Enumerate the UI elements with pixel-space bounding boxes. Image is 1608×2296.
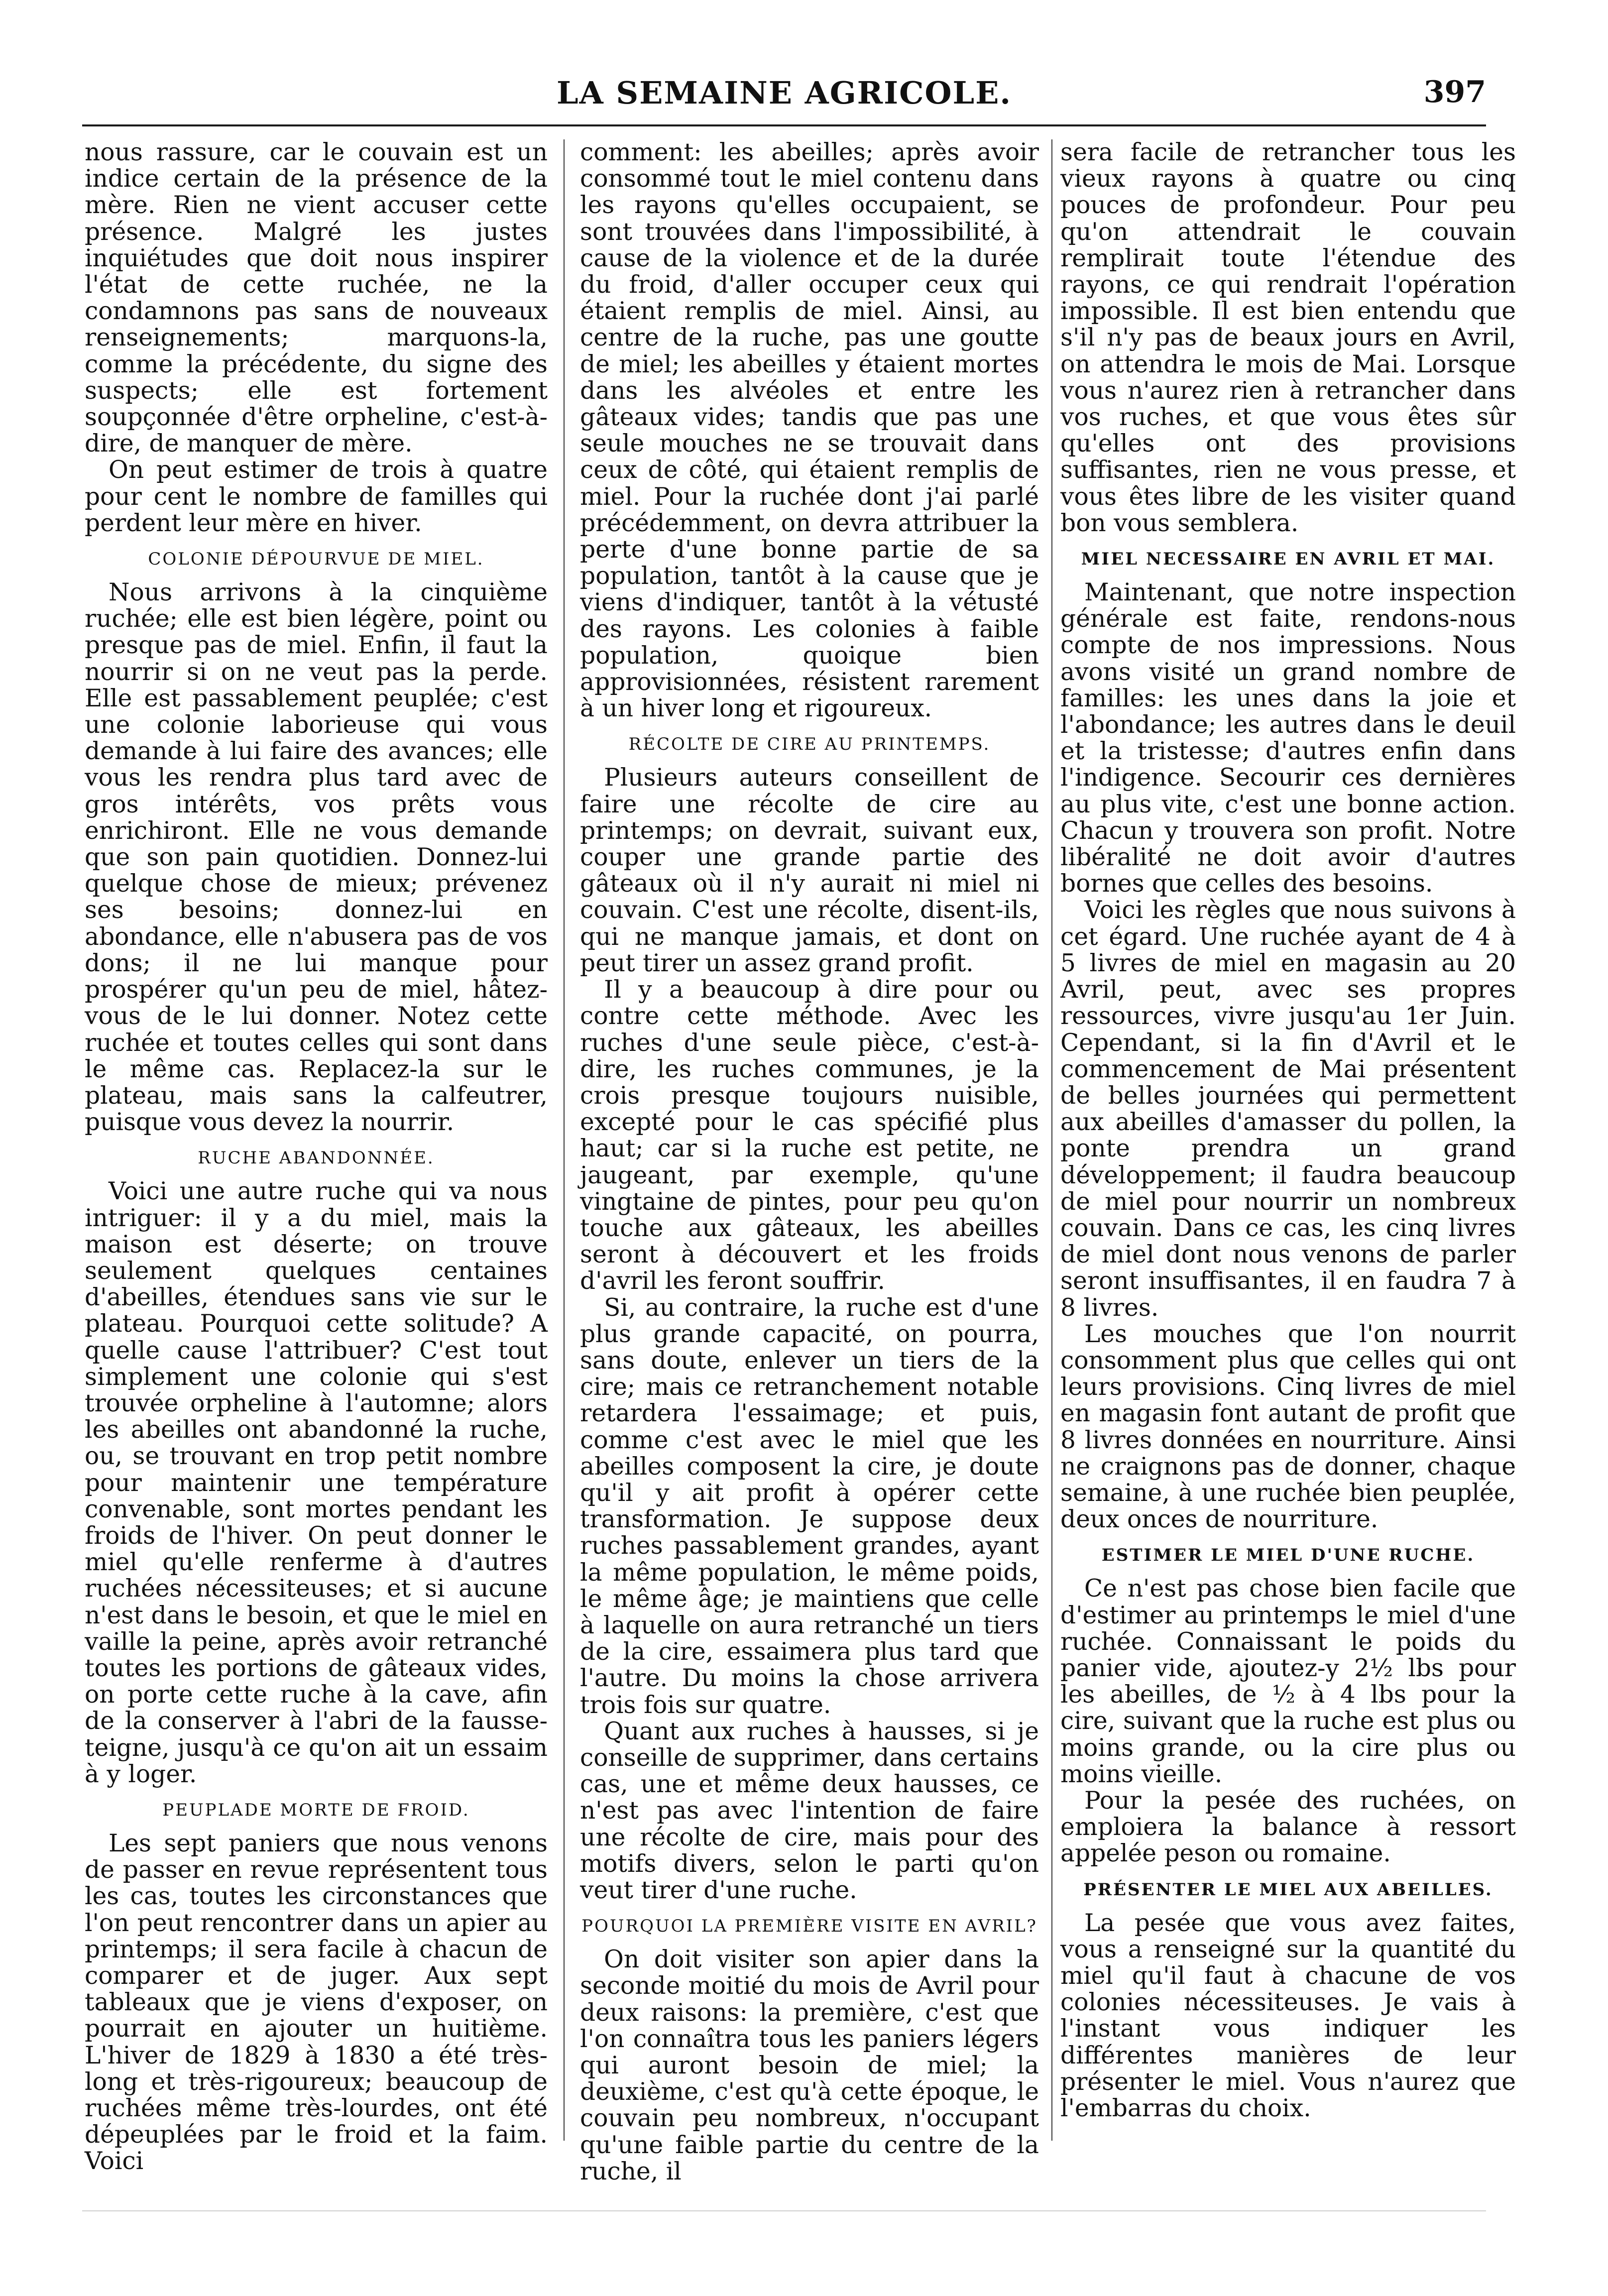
paragraph: Si, au contraire, la ruche est d'une plus grande capacité, on pourra, sans doute, enlever un tiers de la cire; mais ce retranchement notable retardera l'essaimage; et puis, comme c'est avec le miel que les abeilles composent la cire, je doute qu'il y ait profit à opérer cette transformation. Je suppose deux ruches passablement grandes, ayant la même population, le même poids, le même âge; je maintiens que celle à laquelle on aura retranché un tiers de la cire, essaimera plus tard que l'autre. Du moins la chose arrivera trois fois sur quatre. xyxy=(580,1293,1039,1719)
paragraph: comment: les abeilles; après avoir consommé tout le miel contenu dans les rayons qu'elles occupaient, se sont trouvées dans l'impossibilité, à cause de la violence et de la durée du froid, d'aller occuper ceux qui étaient remplis de miel. Ainsi, au centre de la ruche, pas une goutte de miel; les abeilles y étaient mortes dans les alvéoles et entre les gâteaux vides; tandis que pas une seule mouches ne se trouvait dans ceux de côté, qui étaient remplis de miel. Pour la ruchée dont j'ai parlé précédemment, on devra attribuer la perte d'une bonne partie de sa population, tantôt à la cause que je viens d'indiquer, tantôt à la vétusté des rayons. Les colonies à faible population, quoique bien approvisionnées, résistent rarement à un hiver long et rigoureux. xyxy=(580,138,1039,723)
column-1 xyxy=(85,138,548,2176)
running-title: LA SEMAINE AGRICOLE. xyxy=(557,75,1012,111)
paragraph: nous rassure, car le couvain est un indice certain de la présence de la mère. Rien ne vient accuser cette présence. Malgré les justes inquiétudes que doit nous inspirer l'état de cette ruchée, ne la condamnons pas sans de nouveaux renseignements; marquons-la, comme la précédente, du signe des suspects; elle est fortement soupçonnée d'être orpheline, c'est-à-dire, de manquer de mère. xyxy=(85,138,548,458)
paragraph: Maintenant, que notre inspection générale est faite, rendons-nous compte de nos impressions. Nous avons visité un grand nombre de familles: les unes dans la joie et l'abondance; les autres dans le deuil et la tristesse; d'autres enfin dans l'indigence. Secourir ces dernières au plus vite, c'est une bonne action. Chacun y trouvera son profit. Notre libéralité ne doit avoir d'autres bornes que celles des besoins. xyxy=(1060,578,1516,898)
paragraph: Plusieurs auteurs conseillent de faire une récolte de cire au printemps; on devrait, suivant eux, couper une grande partie des gâteaux où il n'y aurait ni miel ni couvain. C'est une récolte, disent-ils, qui ne manque jamais, et dont on peut tirer un assez grand profit. xyxy=(580,764,1039,977)
column-divider xyxy=(1051,139,1052,2141)
bottom-margin-rule xyxy=(82,2210,1486,2211)
paragraph: sera facile de retrancher tous les vieux rayons à quatre ou cinq pouces de profondeur. Pour peu qu'on attendrait le couvain remplirait toute l'étendue des rayons, ce qui rendrait l'opération impossible. Il est bien entendu que s'il n'y pas de beaux jours en Avril, on attendra le mois de Mai. Lorsque vous n'aurez rien à retrancher dans vos ruches, et que vous êtes sûr qu'elles ont des provisions suffisantes, rien ne vous presse, et vous êtes libre de les visiter quand bon vous semblera. xyxy=(1060,138,1516,537)
paragraph: Quant aux ruches à hausses, si je conseille de supprimer, dans certains cas, une et même deux hausses, ce n'est pas avec l'intention de faire une récolte de cire, mais pour des motifs divers, selon le parti qu'on veut tirer d'une ruche. xyxy=(580,1717,1039,1904)
section-heading: POURQUOI LA PREMIÈRE VISITE EN AVRIL? xyxy=(581,1916,1037,1937)
section-heading: COLONIE DÉPOURVUE DE MIEL. xyxy=(148,549,484,570)
paragraph: On doit visiter son apier dans la seconde moitié du mois de Avril pour deux raisons: la première, c'est que l'on connaîtra tous les paniers légers qui auront besoin de miel; la deuxième, c'est qu'à cette époque, le couvain peu nombreux, n'occupant qu'une faible partie du centre de la ruche, il xyxy=(580,1946,1039,2185)
column-divider xyxy=(564,139,565,2141)
column-2 xyxy=(580,138,1039,2185)
page-header xyxy=(82,70,1486,126)
column-3 xyxy=(1060,139,1516,2141)
paragraph: Nous arrivons à la cinquième ruchée; elle est bien légère, point ou presque pas de miel. Enfin, il faut la nourrir si on ne veut pas la perde. Elle est passablement peuplée; c'est une colonie laborieuse qui vous demande à lui faire des avances; elle vous les rendra plus tard avec de gros intérêts, vos prêts vous enrichiront. Elle ne vous demande que son pain quotidien. Donnez-lui quelque chose de mieux; prévenez ses besoins; donnez-lui en abondance, elle n'abusera pas de vos dons; il ne lui manque pour prospérer qu'un peu de miel, hâtez-vous de le lui donner. Notez cette ruchée et toutes celles qui sont dans le même cas. Replacez-la sur le plateau, mais sans la calfeutrer, puisque vous devez la nourrir. xyxy=(85,578,548,1137)
paragraph: Pour la pesée des ruchées, on emploiera la balance à ressort appelée peson ou romaine. xyxy=(1060,1786,1516,1868)
section-heading: PEUPLADE MORTE DE FROID. xyxy=(162,1800,470,1820)
paragraph: Les sept paniers que nous venons de passer en revue représentent tous les cas, toutes les circonstances que l'on peut rencontrer dans un apier au printemps; il sera facile à chacun de comparer et de juger. Aux sept tableaux que je viens d'exposer, on pourrait en ajouter un huitième. L'hiver de 1829 à 1830 a été très-long et très-rigoureux; beaucoup de ruchées même très-lourdes, ont été dépeuplées par le froid et la faim. Voici xyxy=(85,1829,548,2176)
paragraph: Voici une autre ruche qui va nous intriguer: il y a du miel, mais la maison est déserte; on trouve seulement quelques centaines d'abeilles, étendues sans vie sur le plateau. Pourquoi cette solitude? A quelle cause l'attribuer? C'est tout simplement une colonie qui s'est trouvée orpheline à l'automne; alors les abeilles ont abandonné la ruche, ou, se trouvant en trop petit nombre pour maintenir une température convenable, sont mortes pendant les froids de l'hiver. On peut donner le miel qu'elle renferme à d'autres ruchées nécessiteuses; et si aucune n'est dans le besoin, et que le miel en vaille la peine, après avoir retranché toutes les portions de gâteaux vides, on porte cette ruche à la cave, afin de la conserver à l'abri de la fausse-teigne, jusqu'à ce qu'on ait un essaim à y loger. xyxy=(85,1177,548,1788)
section-heading: RÉCOLTE DE CIRE AU PRINTEMPS. xyxy=(628,734,991,755)
paragraph: Il y a beaucoup à dire pour ou contre cette méthode. Avec les ruches d'une seule pièce, c'est-à-dire, les ruches communes, je la crois presque toujours nuisible, excepté pour le cas spécifié plus haut; car si la ruche est petite, ne jaugeant, par exemple, qu'une vingtaine de pintes, pour peu qu'on touche aux gâteaux, les abeilles seront à découvert et les froids d'avril les feront souffrir. xyxy=(580,976,1039,1295)
paragraph: Ce n'est pas chose bien facile que d'estimer au printemps le miel d'une ruchée. Connaissant le poids du panier vide, ajoutez-y 2½ lbs pour les abeilles, de ½ à 4 lbs pour la cire, suivant que la ruche est plus ou moins grande, ou la cire plus ou moins vieille. xyxy=(1060,1575,1516,1788)
paragraph: La pesée que vous avez faites, vous a renseigné sur la quantité du miel qu'il faut à chacune de vos colonies nécessiteuses. Je vais à l'instant vous indiquer les différentes manières de leur présenter le miel. Vous n'aurez que l'embarras du choix. xyxy=(1060,1909,1516,2123)
section-heading: MIEL NECESSAIRE EN AVRIL ET MAI. xyxy=(1081,549,1495,570)
paragraph: Les mouches que l'on nourrit consomment plus que celles qui ont leurs provisions. Cinq livres de miel en magasin font autant de profit que 8 livres données en nourriture. Ainsi ne craignons pas de donner, chaque semaine, à une ruchée bien peuplée, deux onces de nourriture. xyxy=(1060,1320,1516,1534)
paragraph: On peut estimer de trois à quatre pour cent le nombre de familles qui perdent leur mère en hiver. xyxy=(85,456,548,537)
page-number: 397 xyxy=(1423,75,1486,110)
section-heading: PRÉSENTER LE MIEL AUX ABEILLES. xyxy=(1083,1879,1493,1900)
paragraph: Voici les règles que nous suivons à cet égard. Une ruchée ayant de 4 à 5 livres de miel en magasin au 20 Avril, peut, avec ses propres ressources, vivre jusqu'au 1er Juin. Cependant, si la fin d'Avril et le commencement de Mai présentent de belles journées qui permettent aux abeilles d'amasser du pollen, la ponte prendra un grand développement; il faudra beaucoup de miel pour nourrir un nombreux couvain. Dans ce cas, les cinq livres de miel dont nous venons de parler seront insuffisantes, il en faudra 7 à 8 livres. xyxy=(1060,896,1516,1322)
section-heading: RUCHE ABANDONNÉE. xyxy=(198,1148,435,1168)
section-heading: ESTIMER LE MIEL D'UNE RUCHE. xyxy=(1101,1545,1475,1566)
